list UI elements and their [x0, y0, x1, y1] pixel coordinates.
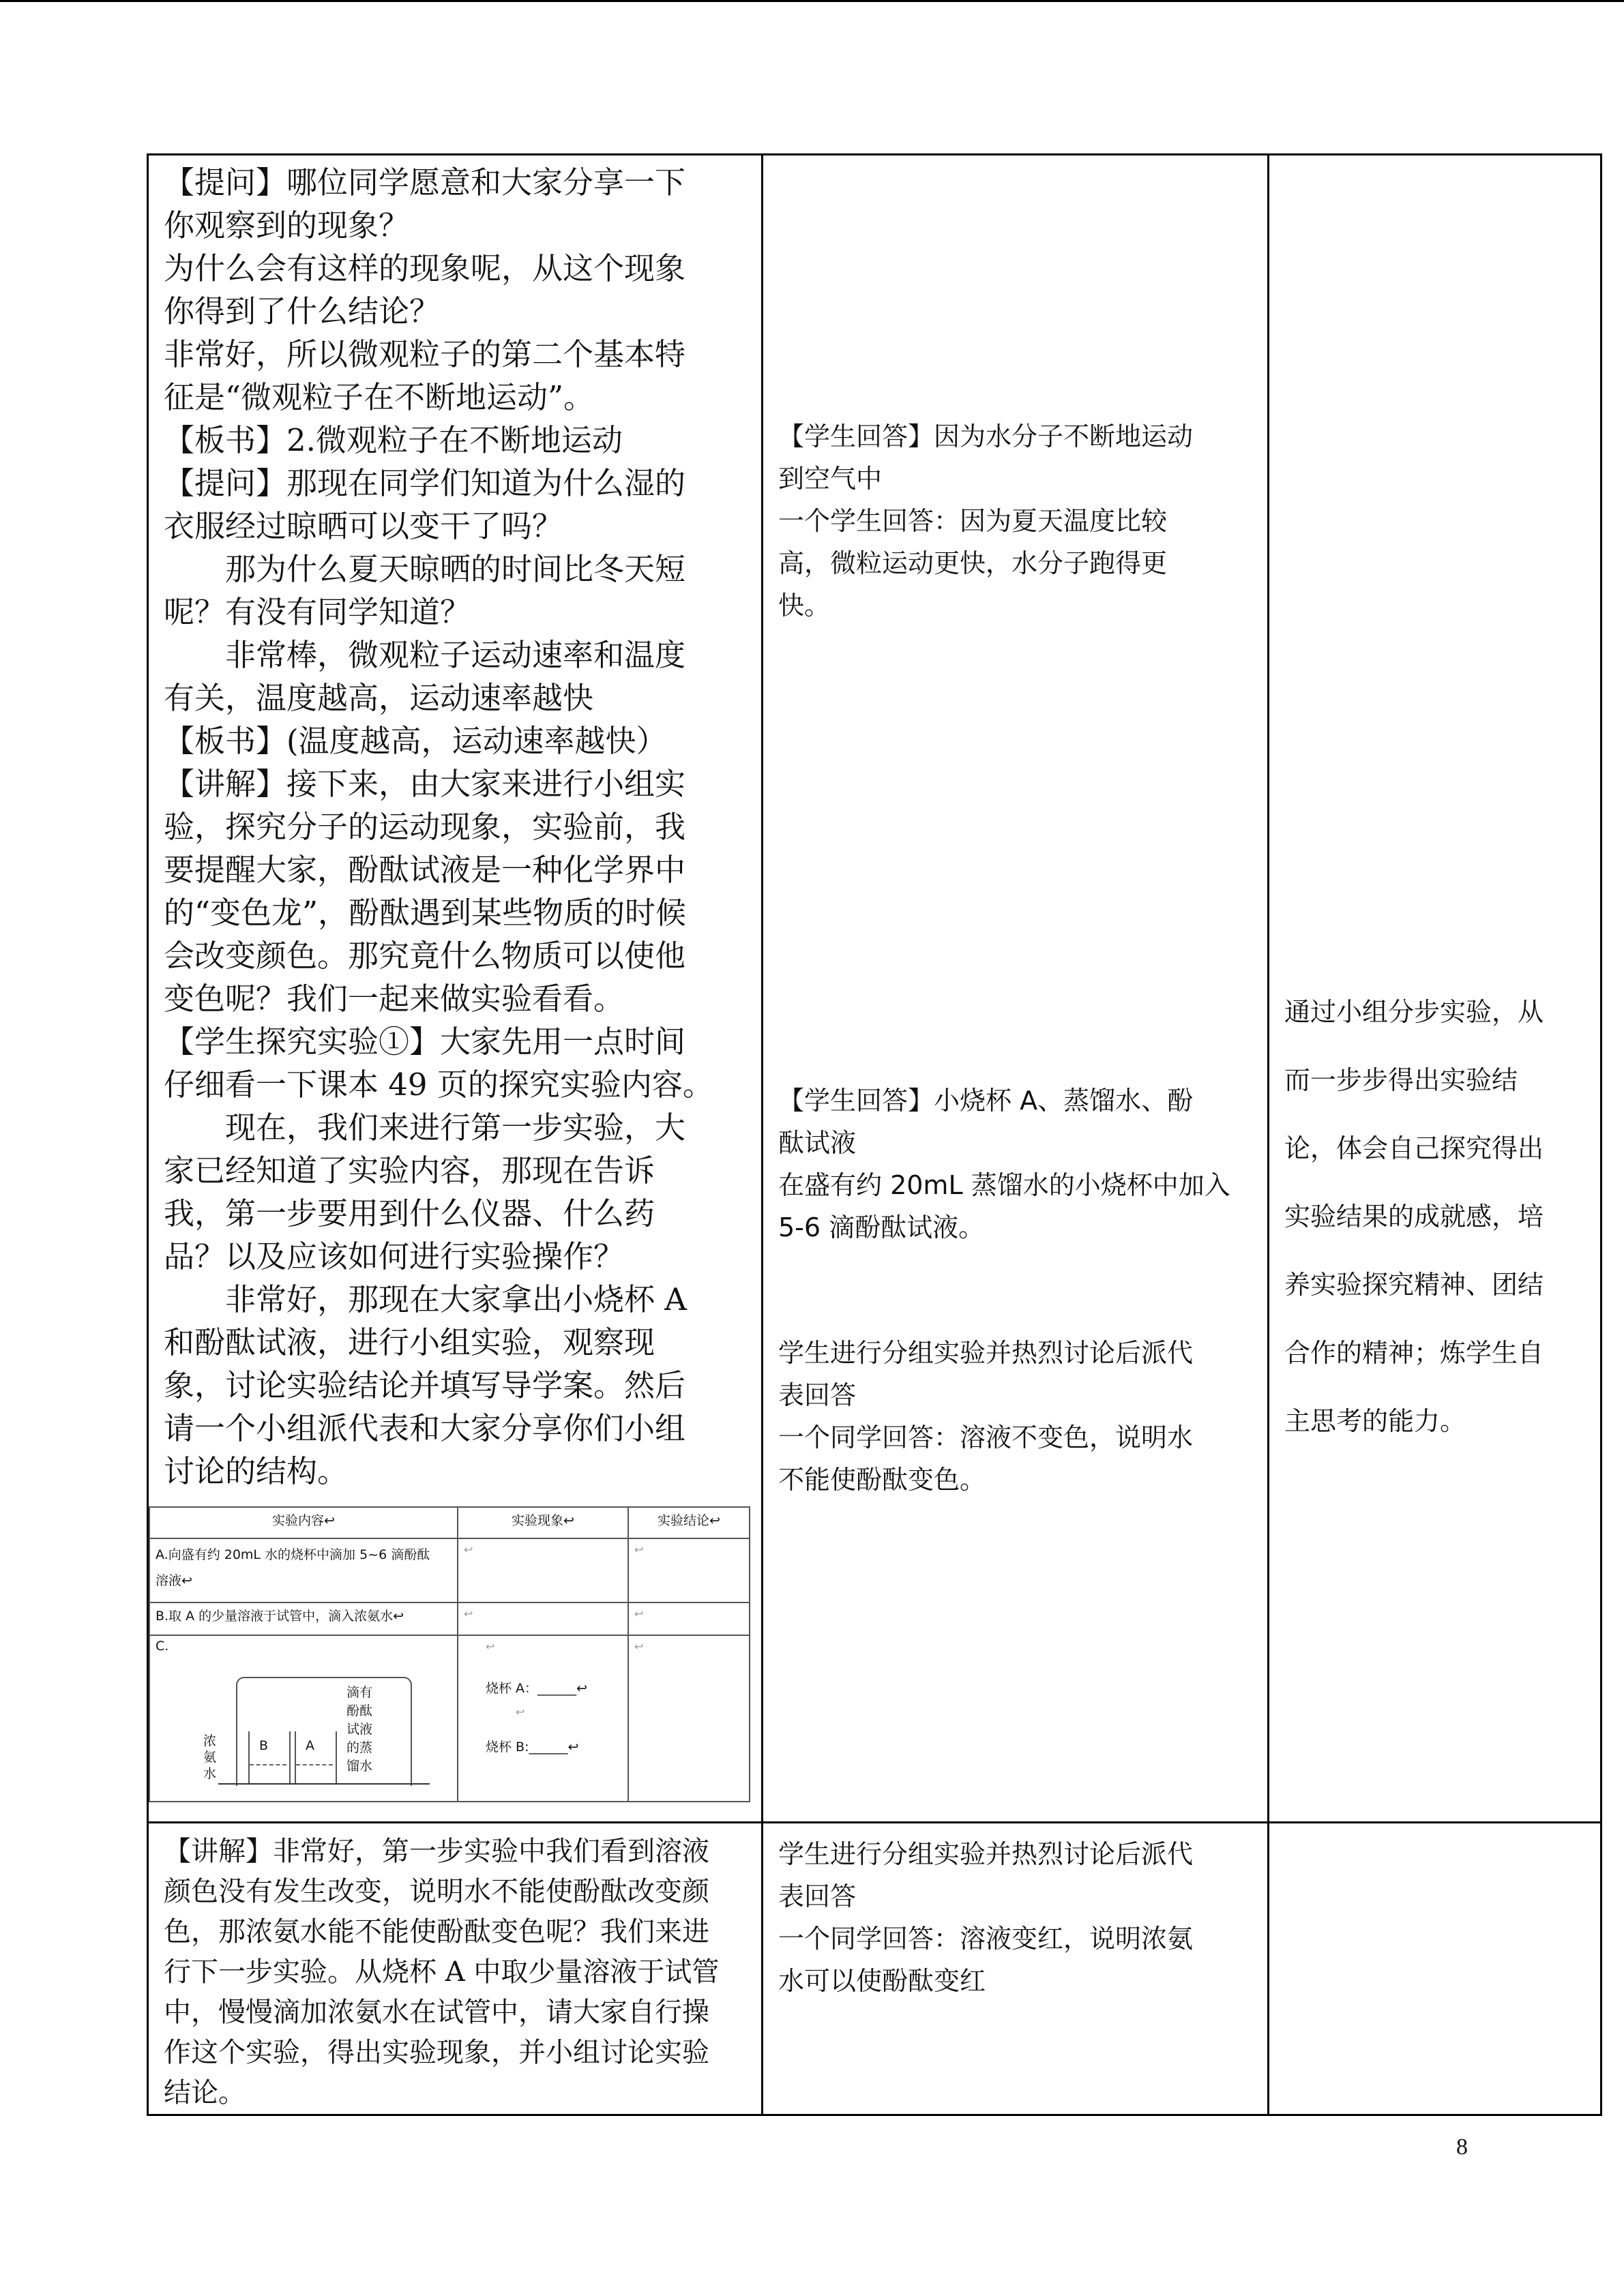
row-a-content [149, 1538, 458, 1602]
phenolphthalein-label-line: 馏水 [346, 1759, 373, 1774]
beaker-a-blank: 烧杯 A：______↩ [486, 1681, 587, 1696]
experiment-row-c [149, 1635, 750, 1802]
table-row [148, 1823, 1601, 2115]
header-content: 实验内容↩ [149, 1507, 458, 1538]
cell-return-mark: ↩ [634, 1543, 644, 1556]
row-c-phenomenon [458, 1635, 628, 1802]
cell-return-mark: ↩ [464, 1543, 473, 1556]
ammonia-label-line: 浓 [203, 1733, 217, 1748]
student-line: 【学生回答】小烧杯 A、蒸馏水、酚 [778, 1086, 1194, 1116]
beaker-a-liquid [296, 1764, 333, 1783]
teacher-line: 呢？有没有同学知道？ [164, 594, 471, 630]
student-answer-block [763, 1332, 1267, 1501]
row-c-content [149, 1635, 458, 1802]
experiment-row-b [149, 1602, 750, 1635]
phenolphthalein-label-line: 滴有 [346, 1685, 373, 1700]
teacher-line: 请一个小组派代表和大家分享你们小组 [164, 1410, 686, 1446]
phenolphthalein-water-label [346, 1684, 372, 1776]
teacher-line: 非常好，那现在大家拿出小烧杯 A [225, 1281, 687, 1317]
beaker-b-liquid [250, 1764, 286, 1783]
teacher-activity-text [149, 155, 761, 1493]
intent-line: 通过小组分步实验，从 [1284, 997, 1544, 1027]
student-answer-block [763, 415, 1267, 627]
teacher-line: 验，探究分子的运动现象，实验前，我 [164, 809, 686, 845]
teacher-activity-cell [148, 155, 763, 1823]
row-c-label: C. [156, 1639, 169, 1654]
teacher-line: 会改变颜色。那究竟什么物质可以使他 [164, 938, 686, 974]
teacher-line: 为什么会有这样的现象呢，从这个现象 [164, 250, 686, 286]
cell-return-mark: ↩ [486, 1640, 495, 1653]
bench-line [218, 1783, 430, 1785]
student-line: 表回答 [778, 1881, 857, 1911]
header-phenomenon: 实验现象↩ [458, 1507, 628, 1538]
teacher-line: 和酚酞试液，进行小组实验，观察现 [164, 1324, 655, 1360]
diffusion-apparatus-diagram [150, 1636, 458, 1802]
teacher-line: 作这个实验，得出实验现象，并小组讨论实验 [164, 2037, 709, 2068]
beaker-a-label: A [306, 1738, 314, 1753]
intent-line: 主思考的能力。 [1284, 1406, 1466, 1436]
teacher-line: 的“变色龙”，酚酞遇到某些物质的时候 [164, 895, 687, 931]
teacher-line: 颜色没有发生改变，说明水不能使酚酞改变颜 [164, 1876, 709, 1907]
ammonia-label-line: 水 [203, 1766, 217, 1781]
experiment-row-a [149, 1538, 750, 1602]
lesson-plan-table [147, 153, 1602, 2116]
teacher-line: 【讲解】非常好，第一步实验中我们看到溶液 [164, 1836, 709, 1867]
teacher-line: 你得到了什么结论？ [164, 293, 441, 329]
student-activity-cell [763, 155, 1269, 1823]
teacher-line: 【提问】哪位同学愿意和大家分享一下 [164, 164, 686, 200]
student-line: 5-6 滴酚酞试液。 [778, 1212, 985, 1242]
row-b-phenomenon [458, 1602, 628, 1635]
student-activity-cell [763, 1823, 1269, 2115]
teacher-line: 色，那浓氨水能不能使酚酞变色呢？我们来进 [164, 1916, 709, 1948]
cell-return-mark: ↩ [634, 1640, 644, 1653]
teacher-line: 非常好，所以微观粒子的第二个基本特 [164, 336, 686, 372]
student-line: 高，微粒运动更快，水分子跑得更 [778, 548, 1168, 578]
phenolphthalein-label-line: 试液 [346, 1722, 373, 1737]
teacher-line: 【板书】2.微观粒子在不断地运动 [164, 422, 623, 458]
teacher-line: 衣服经过晾晒可以变干了吗？ [164, 508, 563, 544]
teacher-line: 行下一步实验。从烧杯 A 中取少量溶液于试管 [164, 1956, 720, 1988]
teacher-line: 家已经知道了实验内容，那现在告诉 [164, 1152, 655, 1189]
teacher-line: 有关，温度越高，运动速率越快 [164, 680, 594, 716]
beaker-b-label: B [259, 1738, 269, 1753]
row-a-line: 溶液↩ [156, 1573, 192, 1588]
cell-return-mark: ↩ [464, 1607, 473, 1620]
student-line: 表回答 [778, 1380, 857, 1410]
student-line: 快。 [778, 591, 831, 621]
teacher-line: 你观察到的现象？ [164, 207, 410, 243]
student-line: 水可以使酚酞变红 [778, 1966, 986, 1996]
experiment-table [149, 1506, 750, 1802]
design-intent-text [1269, 991, 1600, 1442]
teacher-line: 非常棒，微观粒子运动速率和温度 [225, 637, 686, 673]
teacher-line: 要提醒大家，酚酞试液是一种化学界中 [164, 852, 686, 888]
teacher-line: 【板书】(温度越高，运动速率越快） [164, 723, 667, 759]
student-line: 在盛有约 20mL 蒸馏水的小烧杯中加入 [778, 1170, 1230, 1200]
student-line: 学生进行分组实验并热烈讨论后派代 [778, 1338, 1194, 1368]
student-answer-block [763, 1079, 1267, 1249]
teacher-line: 讨论的结构。 [164, 1453, 349, 1489]
teacher-line: 变色呢？我们一起来做实验看看。 [164, 981, 625, 1017]
intent-line: 养实验探究精神、团结 [1284, 1270, 1544, 1300]
cell-return-mark: ↩ [634, 1607, 644, 1620]
teacher-activity-text [149, 1823, 761, 2113]
teacher-line: 【学生探究实验①】大家先用一点时间 [164, 1024, 686, 1060]
cell-return-mark: ↩ [516, 1705, 525, 1718]
teacher-line: 那为什么夏天晾晒的时间比冬天短 [225, 551, 686, 587]
teacher-line: 【提问】那现在同学们知道为什么湿的 [164, 465, 686, 501]
phenolphthalein-label-line: 酚酞 [346, 1703, 373, 1718]
teacher-line: 结论。 [164, 2077, 246, 2108]
row-b-content: B.取 A 的少量溶液于试管中，滴入浓氨水↩ [149, 1602, 458, 1635]
student-line: 到空气中 [778, 464, 883, 494]
intent-line: 论，体会自己探究得出 [1284, 1133, 1544, 1163]
row-a-conclusion [628, 1538, 750, 1602]
design-intent-cell [1269, 1823, 1601, 2115]
header-conclusion: 实验结论↩ [628, 1507, 750, 1538]
student-line: 学生进行分组实验并热烈讨论后派代 [778, 1839, 1194, 1869]
student-line: 一个同学回答：溶液变红，说明浓氨 [778, 1924, 1194, 1954]
beaker-b-blank: 烧杯 B:______↩ [486, 1740, 579, 1755]
student-line: 不能使酚酞变色。 [778, 1465, 986, 1495]
phenolphthalein-label-line: 的蒸 [346, 1740, 373, 1755]
row-a-phenomenon [458, 1538, 628, 1602]
teacher-line: 象，讨论实验结论并填写导学案。然后 [164, 1367, 686, 1403]
student-line: 酞试液 [778, 1128, 857, 1158]
row-c-conclusion [628, 1635, 750, 1802]
student-line: 一个学生回答：因为夏天温度比较 [778, 506, 1168, 536]
teacher-line: 品？以及应该如何进行实验操作？ [164, 1238, 625, 1274]
teacher-line: 征是“微观粒子在不断地运动”。 [164, 379, 595, 415]
teacher-line: 仔细看一下课本 49 页的探究实验内容。 [164, 1067, 713, 1103]
experiment-header-row [149, 1507, 750, 1538]
student-answer-block [763, 1833, 1267, 2002]
row-b-conclusion [628, 1602, 750, 1635]
intent-line: 实验结果的成就感，培 [1284, 1202, 1544, 1232]
teacher-line: 中，慢慢滴加浓氨水在试管中，请大家自行操 [164, 1997, 709, 2028]
page-top-border [0, 0, 1624, 2]
teacher-line: 现在，我们来进行第一步实验，大 [225, 1109, 686, 1146]
row-a-line: A.向盛有约 20mL 水的烧杯中滴加 5~6 滴酚酞 [156, 1547, 430, 1562]
intent-line: 合作的精神；炼学生自 [1284, 1338, 1544, 1368]
teacher-activity-cell [148, 1823, 763, 2115]
student-line: 【学生回答】因为水分子不断地运动 [778, 421, 1194, 451]
teacher-line: 【讲解】接下来，由大家来进行小组实 [164, 766, 686, 802]
student-line: 一个同学回答：溶液不变色，说明水 [778, 1422, 1194, 1452]
teacher-line: 我，第一步要用到什么仪器、什么药 [164, 1195, 655, 1232]
intent-line: 而一步步得出实验结 [1284, 1065, 1518, 1095]
ammonia-label [203, 1733, 216, 1782]
design-intent-cell [1269, 155, 1601, 1823]
page-number: 8 [1456, 2134, 1468, 2160]
ammonia-label-line: 氨 [203, 1750, 217, 1765]
table-row [148, 155, 1601, 1823]
